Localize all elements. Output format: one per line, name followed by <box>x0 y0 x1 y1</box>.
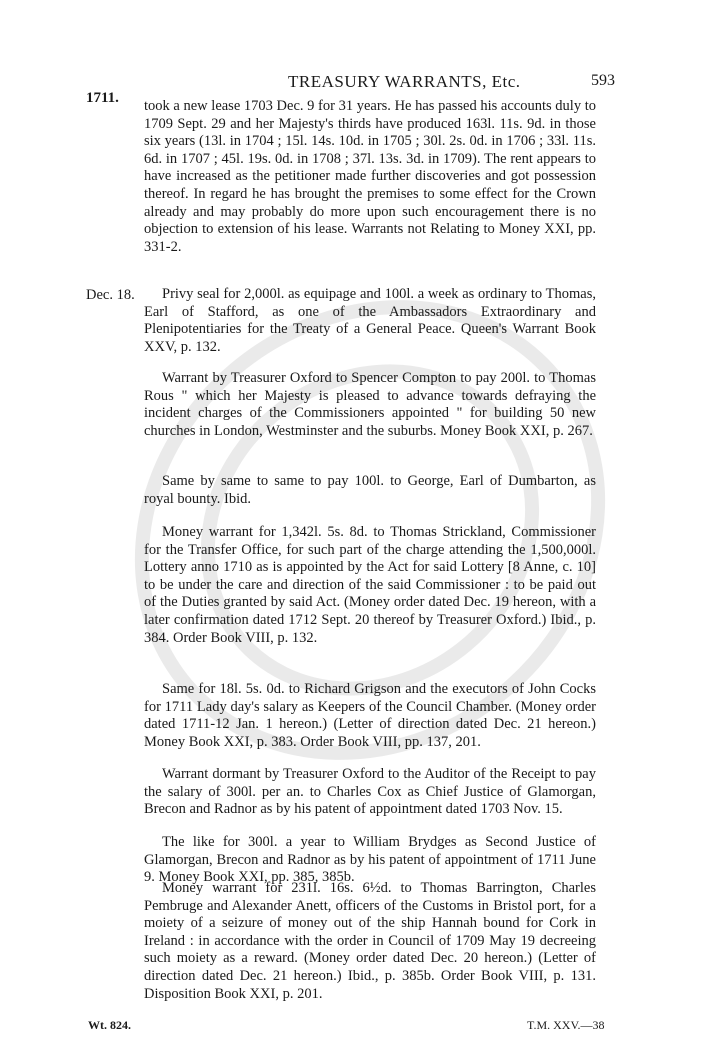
entry-paragraph: Money warrant for 1,342l. 5s. 8d. to Thomas Strickland, Commissioner for the Transfer Office, for such part of the charge attending the 1,500,000l. Lottery anno 1710 as is appointed by the Act for said Lottery [8 Anne, c. 10] to be under the care and direction of the said Commissioner : to be paid out of the Duties granted by said Act. (Money order dated Dec. 19 hereon, with a later confirmation dated 1712 Sept. 20 thereof by Treasurer Oxford.) Ibid., p. 384. Order Book VIII, p. 132. <box>144 524 596 646</box>
entry-paragraph: took a new lease 1703 Dec. 9 for 31 years. He has passed his accounts duly to 1709 Sept. 29 and her Majesty's thirds have produced 163l. 11s. 9d. in those six years (13l. in 1704 ; 15l. 14s. 10d. in 1705 ; 30l. 2s. 0d. in 1706 ; 33l. 11s. 6d. in 1707 ; 45l. 19s. 0d. in 1708 ; 37l. 13s. 3d. in 1709). The rent appears to have increased as the petitioner made further discoveries and got possession thereof. In regard he has brought the premises to some effect for the Crown already and may probably do more upon such encouragement there is no objection to extension of his lease. Warrants not Relating to Money XXI, pp. 331-2. <box>144 98 596 255</box>
footer-warrant-number: Wt. 824. <box>88 1018 131 1032</box>
entry-paragraph: Same for 18l. 5s. 0d. to Richard Grigson and the executors of John Cocks for 1711 Lady day's salary as Keepers of the Council Chamber. (Money order dated 1711-12 Jan. 1 hereon.) (Letter of direction dated Dec. 21 hereon.) Money Book XXI, p. 383. Order Book VIII, pp. 137, 201. <box>144 681 596 750</box>
entry-paragraph: Privy seal for 2,000l. as equipage and 100l. a week as ordinary to Thomas, Earl of Stafford, as one of the Ambassadors Extraordinary and Plenipotentiaries for the Treaty of a General Peace. Queen's Warrant Book XXV, p. 132. <box>144 286 596 355</box>
entry-paragraph: Warrant by Treasurer Oxford to Spencer Compton to pay 200l. to Thomas Rous " which her Majesty is pleased to advance towards defraying the incident charges of the Commissioners appointed " for building 50 new churches in London, Westminster and the suburbs. Money Book XXI, p. 267. <box>144 370 596 439</box>
page-number: 593 <box>591 72 615 89</box>
entry-paragraph: Money warrant for 231l. 16s. 6½d. to Thomas Barrington, Charles Pembruge and Alexander Anett, officers of the Customs in Bristol port, for a moiety of a seizure of money out of the ship Hannah bound for Cork in Ireland : in accordance with the order in Council of 1709 May 19 decreeing such moiety as a reward. (Money order dated Dec. 20 hereon.) (Letter of direction dated Dec. 21 hereon.) Ibid., p. 385b. Order Book VIII, p. 131. Disposition Book XXI, p. 201. <box>144 880 596 1002</box>
entry-paragraph: Same by same to same to pay 100l. to George, Earl of Dumbarton, as royal bounty. Ibid. <box>144 473 596 507</box>
footer-signature: T.M. XXV.—38 <box>527 1018 605 1032</box>
running-head-title: TREASURY WARRANTS, Etc. <box>288 72 521 91</box>
margin-date: Dec. 18. <box>86 287 135 303</box>
running-head-year: 1711. <box>86 90 119 106</box>
entry-paragraph: Warrant dormant by Treasurer Oxford to the Auditor of the Receipt to pay the salary of 300l. per an. to Charles Cox as Chief Justice of Glamorgan, Brecon and Radnor as by his patent of appointment dated 1703 Nov. 15. <box>144 766 596 818</box>
entry-paragraph: The like for 300l. a year to William Brydges as Second Justice of Glamorgan, Brecon and Radnor as by his patent of appointment of 1711 June 9. Money Book XXI, pp. 385, 385b. <box>144 834 596 886</box>
